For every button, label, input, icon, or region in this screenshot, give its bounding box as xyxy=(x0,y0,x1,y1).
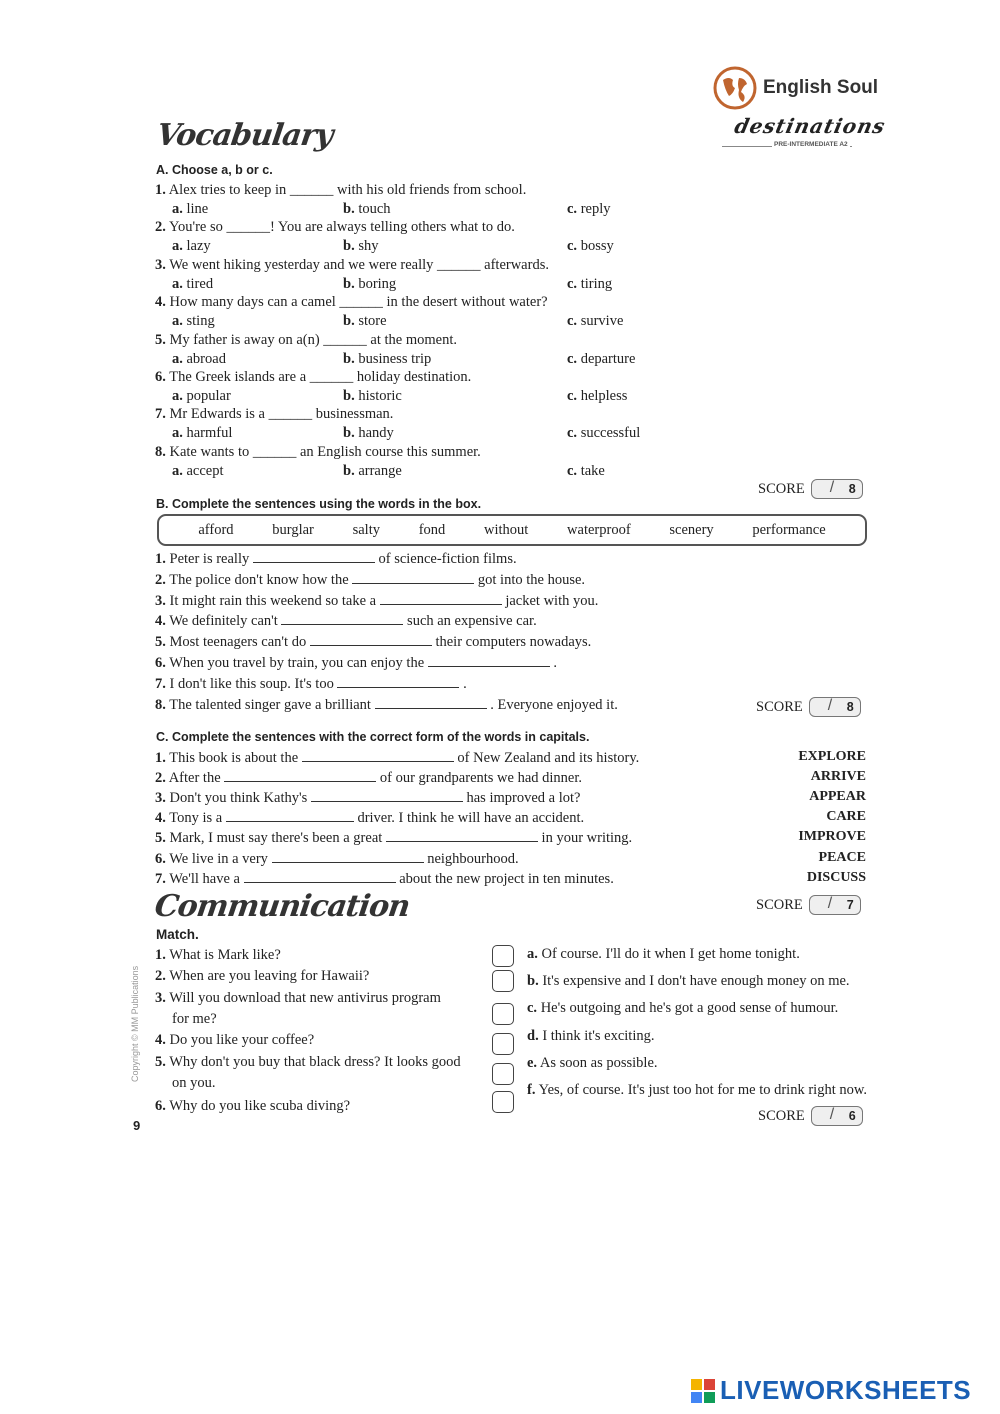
answer-box-5[interactable] xyxy=(492,1063,514,1085)
score-box[interactable]: / 8 xyxy=(811,479,863,499)
answer-blank[interactable] xyxy=(226,809,354,822)
section-b-instruction: B. Complete the sentences using the words in the box. xyxy=(156,497,482,511)
sentence-end: in your writing. xyxy=(541,830,633,847)
score-b xyxy=(756,697,861,717)
comm-question-6 xyxy=(155,1096,350,1117)
option-letter: b. xyxy=(343,238,355,255)
capital-word: ARRIVE xyxy=(810,769,866,785)
option-letter: b. xyxy=(343,425,355,442)
liveworksheets-logo xyxy=(690,1375,971,1406)
option-text: harmful xyxy=(186,425,233,442)
question-number: 6. xyxy=(155,369,166,385)
capital-word: PEACE xyxy=(818,849,866,865)
option-text: accept xyxy=(186,462,224,479)
score-box[interactable]: / 8 xyxy=(809,697,861,717)
option-text: helpless xyxy=(580,388,628,404)
question-line: for me? xyxy=(172,1011,217,1027)
sentence-start: I don't like this soup. It's too xyxy=(169,675,334,692)
word-salty: salty xyxy=(352,521,380,538)
series-level: PRE-INTERMEDIATE A2 xyxy=(774,141,848,148)
score-label: SCORE xyxy=(758,480,805,497)
option-text: shy xyxy=(358,238,379,255)
question-number: 3. xyxy=(155,990,166,1006)
capital-word: APPEAR xyxy=(809,789,866,805)
communication-title: Communication xyxy=(152,889,412,924)
option-a[interactable] xyxy=(172,463,224,480)
sentence-start: The police don't know how the xyxy=(169,571,349,588)
answer-box-2[interactable] xyxy=(492,970,514,992)
option-letter: c. xyxy=(567,201,578,217)
option-a[interactable] xyxy=(172,201,208,218)
question-3 xyxy=(155,257,549,274)
option-text: take xyxy=(580,462,605,479)
question-8 xyxy=(155,444,481,461)
comm-answer-b xyxy=(527,973,850,990)
answer-letter: c. xyxy=(527,1000,538,1017)
score-label: SCORE xyxy=(756,698,803,715)
score-communication xyxy=(758,1106,863,1126)
answer-letter: a. xyxy=(527,946,538,962)
option-letter: b. xyxy=(343,350,355,367)
option-text: historic xyxy=(358,388,402,404)
comm-question-1 xyxy=(155,945,281,966)
sentence-1 xyxy=(155,749,639,767)
sentence-start: It might rain this weekend so take a xyxy=(169,592,377,609)
section-c-instruction: C. Complete the sentences with the correct form of the words in capitals. xyxy=(156,730,590,744)
option-letter: c. xyxy=(567,350,578,367)
answer-blank[interactable] xyxy=(311,789,463,802)
sentence-4 xyxy=(155,809,584,827)
answer-text: Of course. I'll do it when I get home tonight. xyxy=(541,946,800,962)
option-letter: b. xyxy=(343,201,355,217)
question-2 xyxy=(155,219,515,236)
option-text: abroad xyxy=(186,350,226,367)
question-text: How many days can a camel ______ in the desert without water? xyxy=(169,294,548,311)
comm-answer-e xyxy=(527,1055,658,1072)
sentence-number: 4. xyxy=(155,810,166,827)
option-b[interactable] xyxy=(343,313,387,330)
option-a[interactable] xyxy=(172,351,226,368)
option-c[interactable] xyxy=(567,276,612,293)
sentence-end: neighbourhood. xyxy=(427,850,519,867)
sentence-end: such an expensive car. xyxy=(407,613,537,630)
question-line: Why do you like scuba diving? xyxy=(169,1098,351,1114)
question-7 xyxy=(155,406,393,423)
sentence-5 xyxy=(155,829,632,847)
sentence-start: We definitely can't xyxy=(169,613,278,630)
sentence-6 xyxy=(155,850,519,868)
copyright-text: Copyright © MM Publications xyxy=(130,965,140,1082)
sentence-start: We live in a very xyxy=(169,850,268,867)
answer-blank[interactable] xyxy=(244,870,396,883)
option-letter: a. xyxy=(172,313,183,330)
sentence-end: their computers nowadays. xyxy=(435,634,592,651)
sentence-number: 4. xyxy=(155,613,166,630)
question-number: 6. xyxy=(155,1098,166,1114)
question-4 xyxy=(155,294,548,311)
word-burglar: burglar xyxy=(272,521,314,538)
answer-box-4[interactable] xyxy=(492,1033,514,1055)
answer-text: It's expensive and I don't have enough money on me. xyxy=(542,973,850,990)
answer-box-1[interactable] xyxy=(492,945,514,967)
brand-logo xyxy=(713,66,878,110)
vocabulary-title: Vocabulary xyxy=(154,118,335,153)
option-a[interactable] xyxy=(172,425,232,442)
answer-blank[interactable] xyxy=(375,696,487,709)
sentence-end: jacket with you. xyxy=(505,592,599,609)
option-b[interactable] xyxy=(343,351,431,368)
sentence-number: 1. xyxy=(155,551,166,567)
option-c[interactable] xyxy=(567,351,635,368)
answer-letter: e. xyxy=(527,1054,538,1071)
score-a xyxy=(758,479,863,499)
answer-blank[interactable] xyxy=(253,550,375,563)
capital-word: DISCUSS xyxy=(806,869,866,885)
answer-box-6[interactable] xyxy=(492,1091,514,1113)
question-line: on you. xyxy=(172,1075,216,1091)
answer-text: I think it's exciting. xyxy=(542,1027,655,1044)
sentence-number: 3. xyxy=(155,592,166,609)
option-c[interactable] xyxy=(567,463,605,480)
sentence-start: This book is about the xyxy=(169,750,299,766)
sentence-8 xyxy=(155,696,618,714)
question-number: 1. xyxy=(155,182,166,198)
option-text: business trip xyxy=(358,350,432,367)
option-text: lazy xyxy=(186,238,211,255)
sentence-start: When you travel by train, you can enjoy the xyxy=(169,655,425,671)
sentence-number: 7. xyxy=(155,675,166,692)
sentence-start: Mark, I must say there's been a great xyxy=(169,830,383,847)
sentence-end: has improved a lot? xyxy=(466,790,581,807)
answer-blank[interactable] xyxy=(337,675,459,688)
option-letter: c. xyxy=(567,425,578,442)
question-6 xyxy=(155,369,471,386)
option-text: sting xyxy=(186,313,215,330)
sentence-number: 2. xyxy=(155,571,166,588)
option-text: survive xyxy=(580,313,624,330)
option-letter: a. xyxy=(172,350,183,367)
option-letter: a. xyxy=(172,425,183,442)
option-text: line xyxy=(186,201,209,217)
comm-answer-a xyxy=(527,946,800,963)
sentence-number: 3. xyxy=(155,790,166,807)
sentence-end: . xyxy=(553,655,558,671)
sentence-5 xyxy=(155,633,591,651)
option-text: touch xyxy=(358,201,391,217)
sentence-start: The talented singer gave a brilliant xyxy=(169,696,371,713)
liveworksheets-icon xyxy=(690,1378,716,1404)
sentence-3 xyxy=(155,789,580,807)
option-letter: b. xyxy=(343,388,355,404)
answer-blank[interactable] xyxy=(386,829,538,842)
option-c[interactable] xyxy=(567,388,627,405)
option-b[interactable] xyxy=(343,463,402,480)
sentence-number: 2. xyxy=(155,770,166,787)
word-afford: afford xyxy=(198,521,234,538)
question-number: 3. xyxy=(155,256,166,273)
option-a[interactable] xyxy=(172,313,215,330)
score-total: 8 xyxy=(848,482,856,496)
answer-blank[interactable] xyxy=(352,571,474,584)
sentence-number: 5. xyxy=(155,830,166,847)
option-letter: b. xyxy=(343,462,355,479)
brand-name: English Soul xyxy=(763,77,879,98)
comm-answer-f xyxy=(527,1082,867,1099)
question-5 xyxy=(155,332,457,349)
answer-blank[interactable] xyxy=(281,612,403,625)
answer-blank[interactable] xyxy=(380,592,502,605)
question-number: 5. xyxy=(155,331,166,348)
sentence-4 xyxy=(155,612,537,630)
sentence-1 xyxy=(155,550,517,568)
sentence-start: Peter is really xyxy=(169,551,250,567)
question-text: Mr Edwards is a ______ businessman. xyxy=(169,406,394,423)
answer-letter: f. xyxy=(527,1082,536,1098)
question-line: Why don't you buy that black dress? It looks good xyxy=(169,1054,461,1070)
question-line: Will you download that new antivirus program xyxy=(169,990,441,1006)
capital-word: EXPLORE xyxy=(798,749,866,764)
option-a[interactable] xyxy=(172,238,211,255)
option-letter: a. xyxy=(172,388,183,404)
comm-answer-d xyxy=(527,1028,654,1045)
sentence-number: 7. xyxy=(155,870,166,887)
option-letter: b. xyxy=(343,313,355,330)
question-text: Alex tries to keep in ______ with his old friends from school. xyxy=(168,182,527,198)
sentence-end: of our grandparents we had dinner. xyxy=(379,770,583,787)
communication-instruction: Match. xyxy=(156,927,199,942)
option-c[interactable] xyxy=(567,238,614,255)
option-text: tired xyxy=(186,275,214,292)
sentence-3 xyxy=(155,592,598,610)
option-letter: c. xyxy=(567,388,578,404)
word-box xyxy=(157,514,867,546)
word-scenery: scenery xyxy=(669,521,714,538)
option-text: arrange xyxy=(358,462,402,479)
option-text: boring xyxy=(358,275,397,292)
sentence-end: of New Zealand and its history. xyxy=(457,750,640,766)
section-a-instruction: A. Choose a, b or c. xyxy=(156,163,273,177)
option-letter: a. xyxy=(172,275,183,292)
question-text: Kate wants to ______ an English course this summer. xyxy=(169,443,481,460)
score-total: 6 xyxy=(848,1109,856,1123)
question-1 xyxy=(155,182,526,199)
answer-text: As soon as possible. xyxy=(539,1054,658,1071)
option-letter: a. xyxy=(172,238,183,255)
sentence-start: After the xyxy=(168,770,221,787)
sentence-number: 6. xyxy=(155,850,166,867)
score-total: 8 xyxy=(846,700,854,714)
option-text: bossy xyxy=(580,238,614,255)
answer-letter: d. xyxy=(527,1027,539,1044)
sentence-6 xyxy=(155,654,557,672)
option-a[interactable] xyxy=(172,388,231,405)
sentence-7 xyxy=(155,675,467,693)
option-letter: c. xyxy=(567,313,578,330)
option-b[interactable] xyxy=(343,425,394,442)
sentence-start: Most teenagers can't do xyxy=(169,634,307,651)
option-b[interactable] xyxy=(343,276,396,293)
sentence-number: 8. xyxy=(155,696,166,713)
answer-blank[interactable] xyxy=(224,769,376,782)
option-letter: c. xyxy=(567,238,578,255)
option-letter: a. xyxy=(172,201,183,217)
answer-letter: b. xyxy=(527,973,539,990)
question-text: We went hiking yesterday and we were really ______ afterwards. xyxy=(169,256,549,273)
score-label: SCORE xyxy=(758,1107,805,1124)
question-text: You're so ______! You are always telling others what to do. xyxy=(168,219,515,236)
sentence-end: . Everyone enjoyed it. xyxy=(490,696,618,713)
sentence-end: . xyxy=(463,675,467,692)
question-number: 2. xyxy=(155,219,166,236)
question-line: What is Mark like? xyxy=(169,947,281,963)
sentence-number: 5. xyxy=(155,634,166,651)
question-number: 4. xyxy=(155,1032,166,1048)
option-c[interactable] xyxy=(567,201,610,218)
option-b[interactable] xyxy=(343,388,402,405)
word-without: without xyxy=(484,521,529,538)
option-text: tiring xyxy=(580,275,613,292)
sentence-2 xyxy=(155,769,582,787)
comm-question-4 xyxy=(155,1030,314,1051)
option-text: successful xyxy=(580,425,641,442)
option-letter: c. xyxy=(567,462,578,479)
word-performance: performance xyxy=(752,521,826,538)
option-c[interactable] xyxy=(567,313,623,330)
option-b[interactable] xyxy=(343,201,391,218)
question-line: Do you like your coffee? xyxy=(169,1032,315,1048)
option-a[interactable] xyxy=(172,276,213,293)
question-number: 1. xyxy=(155,947,166,963)
option-text: store xyxy=(358,313,387,330)
option-text: reply xyxy=(580,201,611,217)
question-number: 8. xyxy=(155,443,166,460)
option-letter: b. xyxy=(343,275,355,292)
question-number: 4. xyxy=(155,294,166,311)
score-total: 7 xyxy=(846,898,854,912)
sentence-number: 6. xyxy=(155,655,166,671)
question-text: The Greek islands are a ______ holiday destination. xyxy=(169,369,472,385)
score-box[interactable]: / 6 xyxy=(811,1106,863,1126)
sentence-end: driver. I think he will have an accident. xyxy=(357,810,585,827)
comm-question-2 xyxy=(155,966,369,987)
sentence-start: Don't you think Kathy's xyxy=(169,790,308,807)
sentence-end: about the new project in ten minutes. xyxy=(399,870,614,887)
sentence-7 xyxy=(155,870,614,888)
option-letter: a. xyxy=(172,462,183,479)
word-waterproof: waterproof xyxy=(567,521,631,538)
option-text: handy xyxy=(358,425,394,442)
series-title: destinations xyxy=(732,114,888,138)
score-label: SCORE xyxy=(756,896,803,913)
question-line: When are you leaving for Hawaii? xyxy=(169,968,370,984)
question-number: 2. xyxy=(155,968,166,984)
question-text: My father is away on a(n) ______ at the moment. xyxy=(169,331,458,348)
answer-text: He's outgoing and he's got a good sense of humour. xyxy=(540,1000,839,1017)
globe-icon xyxy=(713,66,757,110)
answer-text: Yes, of course. It's just too hot for me to drink right now. xyxy=(538,1082,868,1098)
comm-answer-c xyxy=(527,1000,838,1017)
sentence-2 xyxy=(155,571,585,589)
comm-question-5 xyxy=(155,1052,461,1094)
option-text: popular xyxy=(186,388,231,404)
score-box[interactable]: / 7 xyxy=(809,895,861,915)
sentence-number: 1. xyxy=(155,750,166,766)
answer-box-3[interactable] xyxy=(492,1003,514,1025)
question-number: 7. xyxy=(155,406,166,423)
sentence-start: We'll have a xyxy=(169,870,240,887)
word-fond: fond xyxy=(418,521,446,538)
answer-blank[interactable] xyxy=(310,633,432,646)
question-number: 5. xyxy=(155,1054,166,1070)
option-c[interactable] xyxy=(567,425,640,442)
sentence-start: Tony is a xyxy=(169,810,223,827)
page-number: 6 xyxy=(133,1118,141,1133)
answer-blank[interactable] xyxy=(272,850,424,863)
watermark-text: LIVEWORKSHEETS xyxy=(720,1375,972,1405)
capital-word: CARE xyxy=(826,809,866,825)
sentence-end: of science-fiction films. xyxy=(378,551,517,567)
option-letter: c. xyxy=(567,275,578,292)
option-text: departure xyxy=(580,350,636,367)
answer-blank[interactable] xyxy=(302,749,454,762)
score-c xyxy=(756,895,861,915)
sentence-end: got into the house. xyxy=(477,571,586,588)
comm-question-3 xyxy=(155,988,441,1030)
answer-blank[interactable] xyxy=(428,654,550,667)
option-b[interactable] xyxy=(343,238,378,255)
capital-word: IMPROVE xyxy=(798,829,866,845)
